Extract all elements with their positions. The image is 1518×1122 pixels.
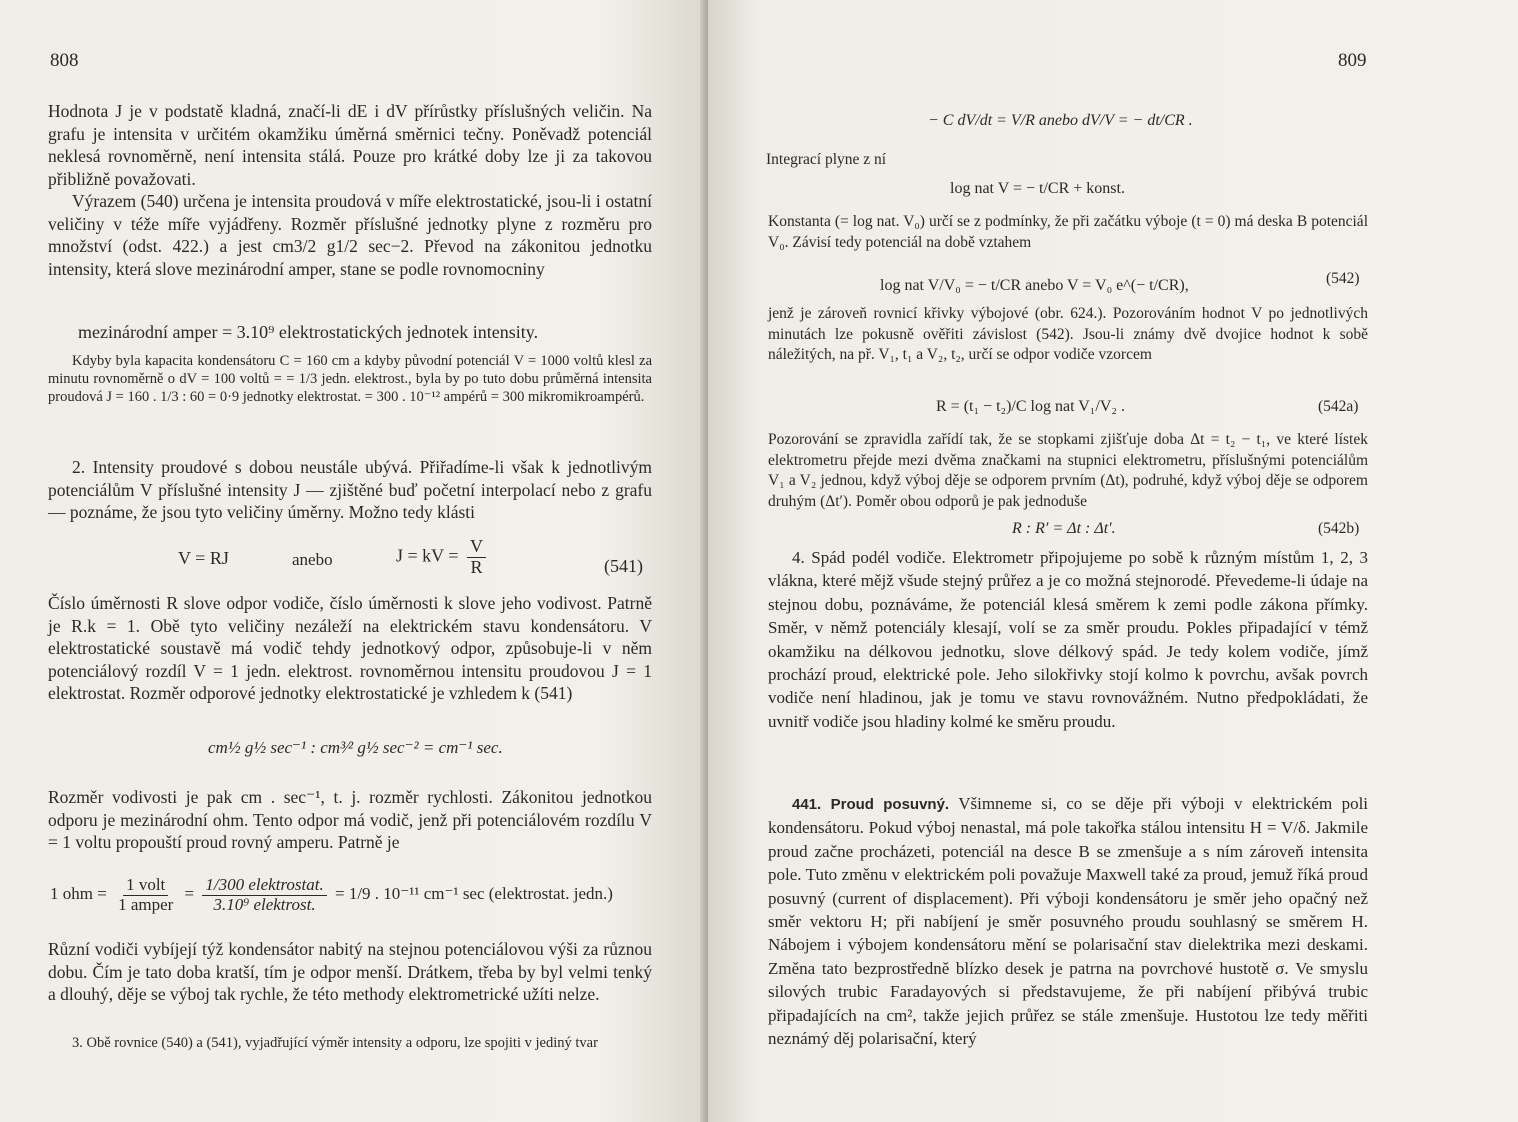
equation-label: (541) bbox=[604, 556, 643, 576]
paragraph: 2. Intensity proudové s dobou neustále ubývá. Přiřadíme-li však k jednotlivým potenciálům V příslušné intensity J — zjištěné buď početní interpolací nebo z grafu — poznáme, že jsou tyto veličiny úměrny. Možno tedy klásti bbox=[48, 457, 652, 523]
equation-542: log nat V/V₀ = − t/CR anebo V = V₀ e^(− t/CR), bbox=[880, 277, 1189, 294]
equation-label: (542b) bbox=[1318, 520, 1360, 537]
equation-ampere: mezinárodní amper = 3.10⁹ elektrostatických jednotek intensity. bbox=[78, 322, 539, 342]
section-number: 441. bbox=[792, 796, 822, 813]
page-number-left: 808 bbox=[50, 50, 79, 71]
paragraph: Konstanta (= log nat. V₀) určí se z podmínky, že při začátku výboje (t = 0) má deska B potenciál V₀. Závisí tedy potenciál na době vztahem bbox=[768, 213, 1368, 251]
equation-log: log nat V = − t/CR + konst. bbox=[950, 180, 1125, 197]
paragraph: Různí vodiči vybíjejí týž kondensátor nabitý na stejnou potenciálovou výši za různou dobu. Čím je tato doba kratší, tím je odpor menší. Drátkem, třeba by byl velmi tenký a dlouhý, děje se výboj tak rychle, že této methody elektrometrické užíti nelze. bbox=[48, 939, 652, 1005]
section-441 bbox=[768, 792, 1368, 1050]
equation-541-b: J = kV = $\frac{V}{R}$ bbox=[396, 537, 490, 578]
paragraph: Výrazem (540) určena je intensita proudová v míře elektrostatické, jsou-li i ostatní veličiny v téže míře vyjádřeny. Rozměr příslušné jednotky plyne z rozměru pro množství (odst. 422.) a jest cm3/2 g1/2 sec−2. Převod na zákonitou jednotku intensity, která slove mezinárodní amper, stane se podle rovnomocniny bbox=[48, 191, 652, 279]
paragraph: 4. Spád podél vodiče. Elektrometr připojujeme po sobě k různým místům 1, 2, 3 vlákna, které mějž všude stejný průřez a je co možná stejnorodé. Převedeme-li údaje na stejnou dobu, poznáváme, že potenciál klesá směrem k zemi podle zákona přímky. Směr, v němž potenciály klesají, volí se za směr proudu. Pokles připadající v témž okamžiku na délkovou jednotku, slove délkový spád. Je tedy kolem vodiče, jímž prochází proud, elektrické pole. Jeho silokřivky stojí kolmo k povrchu, avšak povrch vodiče není hladinou, jak je tomu ve stavu rovnovážném. Nutno předpokládati, že uvnitř vodiče jsou hladiny kolmé ke směru proudu. bbox=[768, 548, 1368, 731]
equation-541-a: V = RJ bbox=[178, 548, 229, 568]
equation-dimension: cm½ g½ sec⁻¹ : cm³⁄² g½ sec⁻² = cm⁻¹ sec. bbox=[208, 738, 503, 757]
text-line: Integrací plyne z ní bbox=[766, 151, 887, 168]
left-page bbox=[0, 0, 708, 1122]
equation-ohm: 1 ohm = $\frac{\text{1 volt}}{\text{1 amper}}$ = $\frac{\text{1/300 elektrostat.}}{\text{3.10⁹ elektrost.}}$ = 1/9 . 10⁻¹¹ cm⁻¹ sec (elektrostat. jedn.) bbox=[50, 875, 613, 914]
equation-542a: R = (t₁ − t₂)/C log nat V₁/V₂ . bbox=[936, 398, 1125, 415]
small-paragraph: 3. Obě rovnice (540) a (541), vyjadřující výměr intensity a odporu, lze spojiti v jediný tvar bbox=[72, 1035, 598, 1051]
equation-differential: − C dV/dt = V/R anebo dV/V = − dt/CR . bbox=[928, 112, 1193, 129]
fraction: $\frac{\text{1 volt}}{\text{1 amper}}$ bbox=[118, 875, 174, 914]
equation-label: (542a) bbox=[1318, 398, 1359, 415]
paragraph: Hodnota J je v podstatě kladná, značí-li dE i dV přírůstky příslušných veličin. Na grafu je intensita v určitém okamžiku úměrná směrnici tečny. Poněvadž potenciál neklesá rovnoměrně, není intensita stálá. Pouze pro krátké doby lze ji za takovou přibližně považovati. bbox=[48, 101, 652, 189]
equation-542b: R : R′ = Δt : Δt′. bbox=[1012, 520, 1116, 537]
page-number-right: 809 bbox=[1338, 50, 1367, 71]
fraction: $\frac{\text{1/300 elektrostat.}}{\text{3.10⁹ elektrost.}}$ bbox=[202, 876, 326, 914]
section-title: Proud posuvný. bbox=[830, 796, 950, 813]
paragraph: Číslo úměrnosti R slove odpor vodiče, číslo úměrnosti k slove jeho vodivost. Patrně je R.k = 1. Obě tyto veličiny nezáleží na elektrickém stavu kondensátoru. V elektrostatické soustavě má vodič tehdy jednotkový odpor, způsobuje-li v něm potenciálový rozdíl V = 1 jedn. elektrost. rovnoměrnou intensitu proudovou J = 1 elektrostat. Rozměr odporové jednotky elektrostatické je vzhledem k (541) bbox=[48, 593, 652, 704]
equation-541-connector: anebo bbox=[292, 550, 333, 569]
paragraph: jenž je zároveň rovnicí křivky výbojové (obr. 624.). Pozorováním hodnot V po jednotlivých minutách lze pokusně ověřiti závislost (542). Jsou-li známy dvě dvojice hodnot k sobě náležitých, na př. V₁, t₁ a V₂, t₂, určí se odpor vodiče vzorcem bbox=[768, 305, 1368, 363]
fraction: $\frac{V}{R}$ bbox=[467, 537, 486, 578]
small-paragraph: Kdyby byla kapacita kondensátoru C = 160 cm a kdyby původní potenciál V = 1000 voltů klesl za minutu rovnoměrně o dV = 100 voltů = = 1/3 jedn. elektrost., byla by po tuto dobu průměrná intensita proudová J = 160 . 1/3 : 60 = 0·9 jednotky elektrostat. = 300 . 10⁻¹² ampérů = 300 mikromikroampérů. bbox=[48, 353, 652, 406]
paragraph: Rozměr vodivosti je pak cm . sec⁻¹, t. j. rozměr rychlosti. Zákonitou jednotkou odporu je mezinárodní ohm. Tento odpor má vodič, jenž při potenciálovém rozdílu V = 1 voltu propouští proud rovný amperu. Patrně je bbox=[48, 787, 652, 853]
section-body: Všimneme si, co se děje při výboji v elektrickém poli kondensátoru. Pokud výboj nenastal, má pole takořka stálou intensitu H = V/δ. Jakmile proud začne procházeti, potenciál na desce B se zmenšuje a s ním zároveň intensita pole. Tuto změnu v elektrickém poli považuje Maxwell také za proud, jemuž říká proud posuvný (current of displacement). Při výboji kondensátoru je směr jeho opačný než směr vektoru H; při nabíjení je směr posuvného proudu souhlasný se směrem H. Nábojem i výbojem kondensátoru mění se polarisační stav dielektrika mezi deskami. Změna tato bezprostředně blízko desek je patrna na povrchové hustotě σ. Ve smyslu silových trubic Faradayových si představujeme, že při nabíjení přibývá trubic připadajících na cm², takže jejich průřez se stále zmenšuje. Hustotou lze tedy měřiti neznámý děj polarisační, který bbox=[768, 794, 1369, 1049]
equation-label: (542) bbox=[1326, 270, 1360, 287]
paragraph: Pozorování se zpravidla zařídí tak, že se stopkami zjišťuje doba Δt = t₂ − t₁, ve které lístek elektrometru přejde mezi dvěma značkami na stupnici elektrometru, příslušnými potenciálům V₁ a V₂ jednou, když výboj děje se odporem prvním (Δt), podruhé, když výboj děje se odporem druhým (Δt′). Poměr obou odporů je pak jednoduše bbox=[768, 431, 1368, 510]
